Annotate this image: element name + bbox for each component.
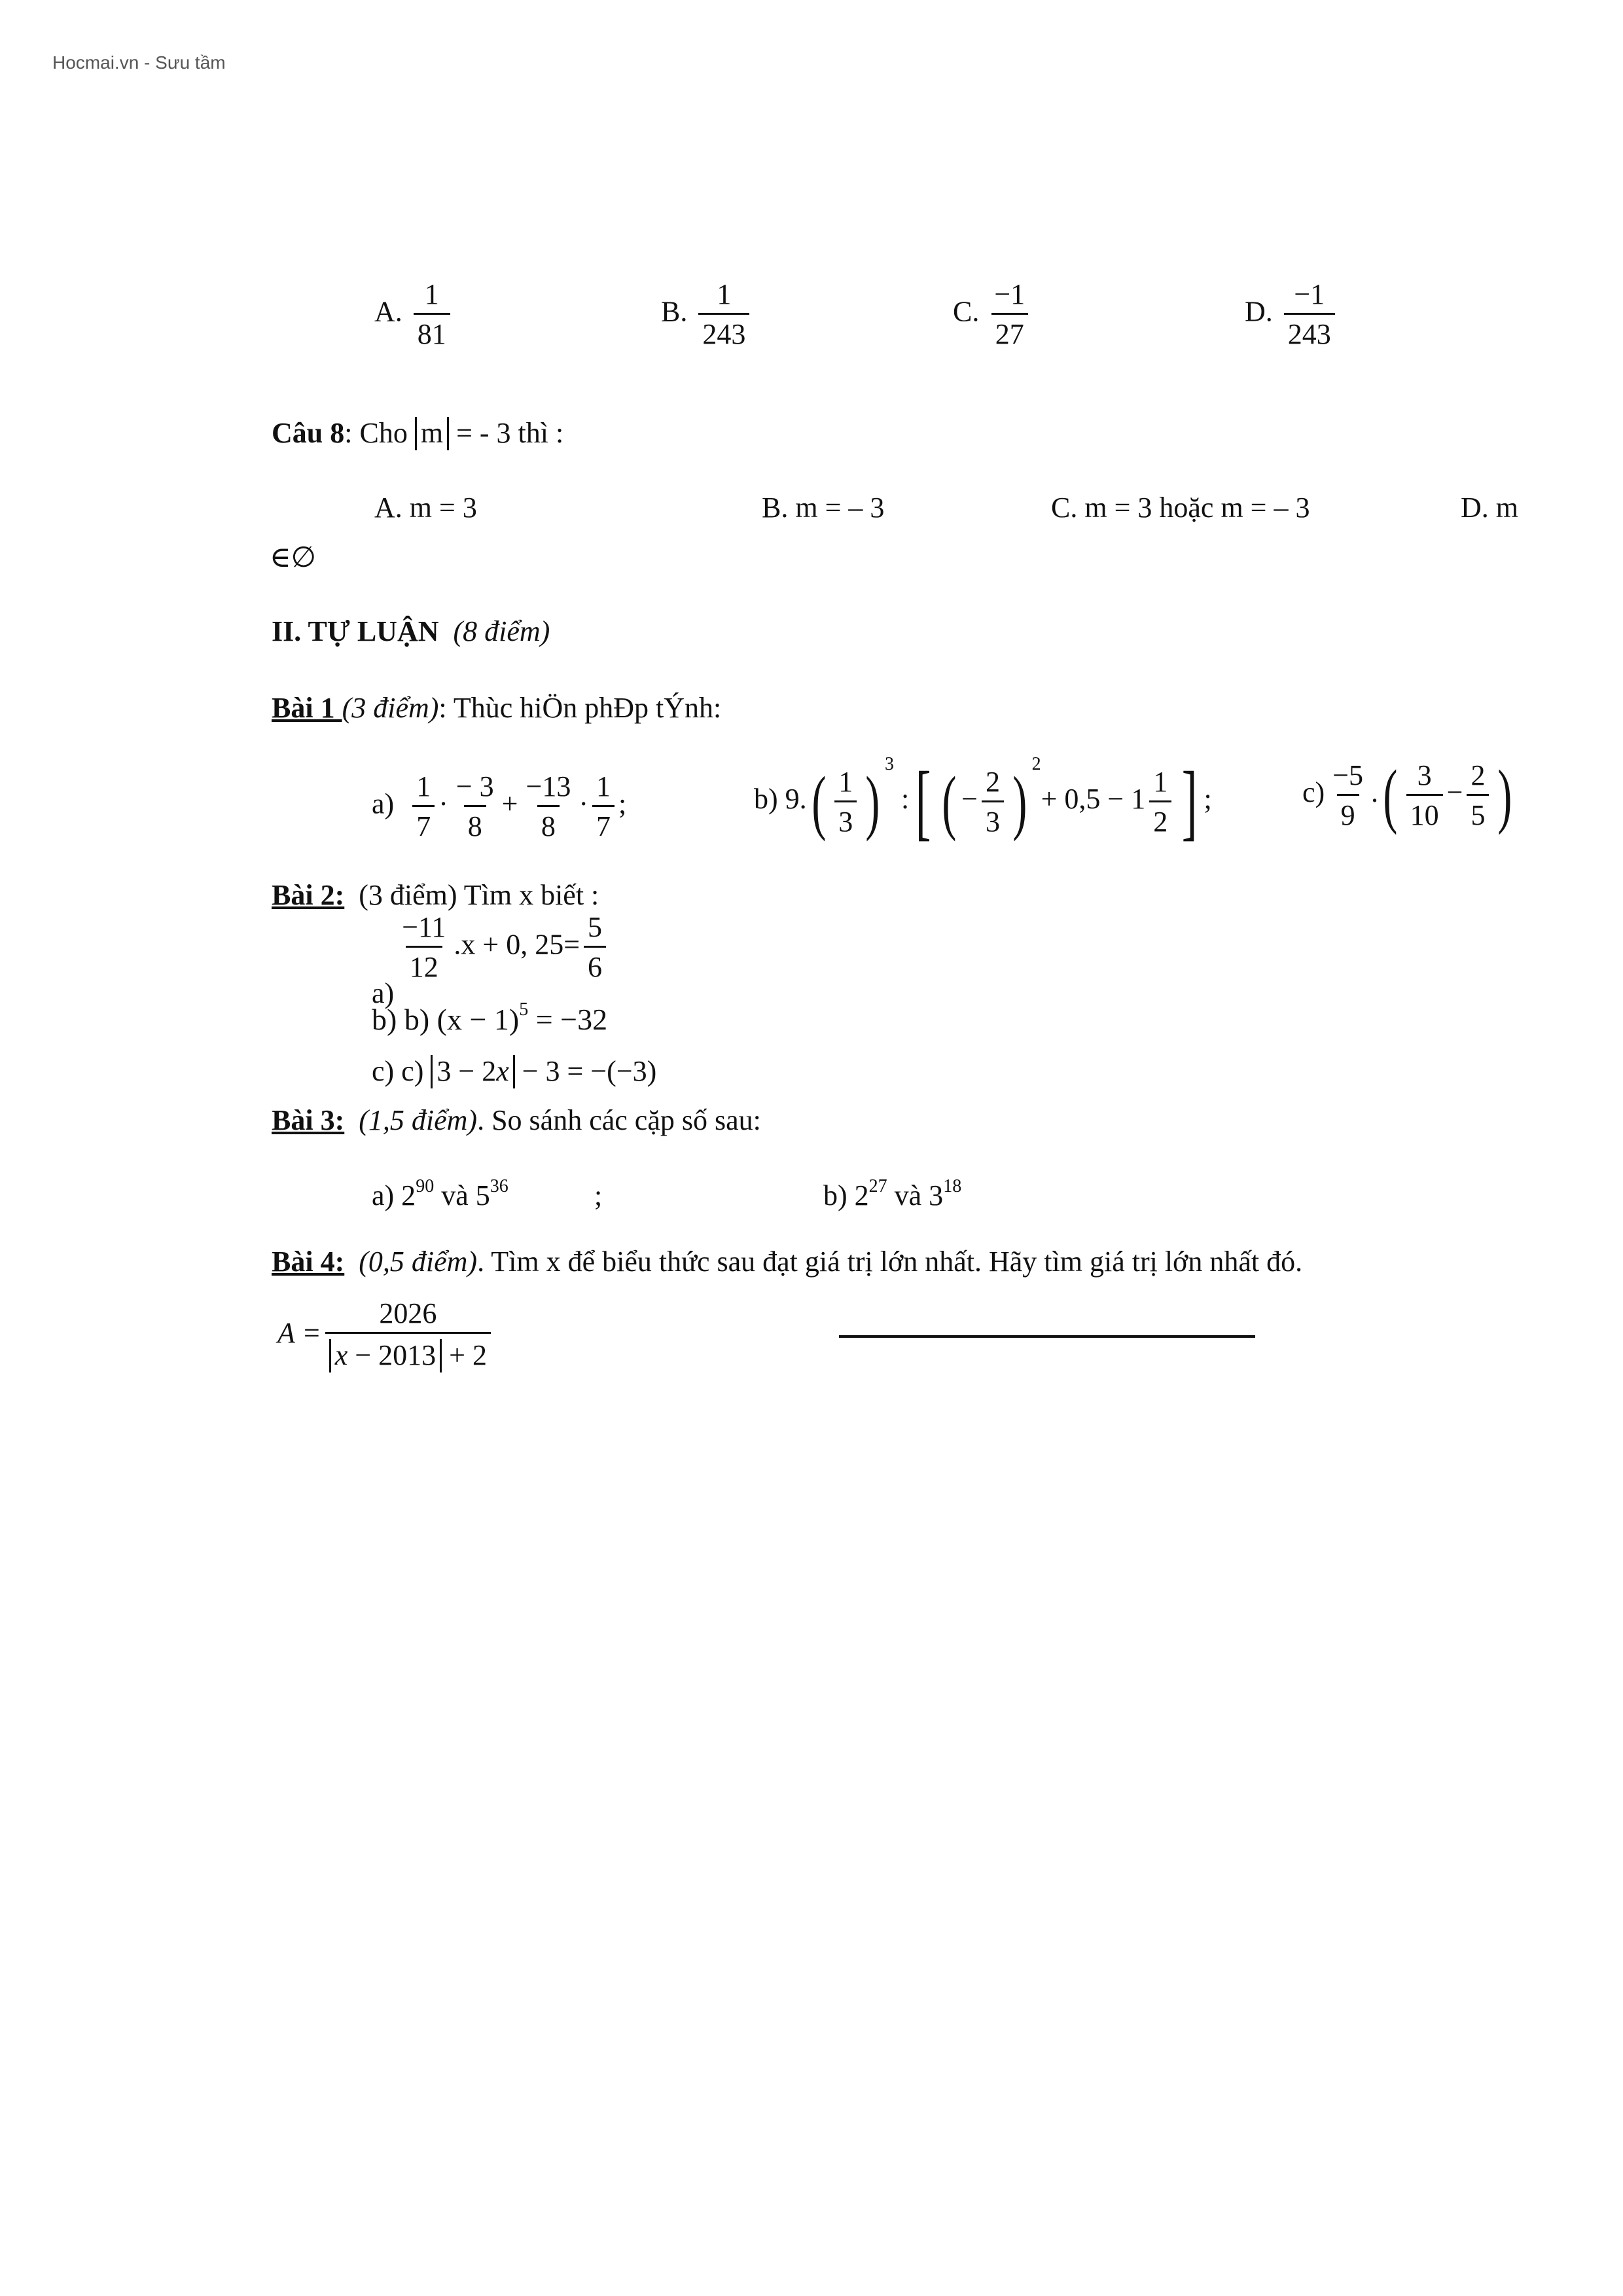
right-paren: ) [865,762,880,842]
option-label: D. [1245,295,1273,328]
bai1-part-c: c) $\frac{-5}{9}$ .( $\frac{3}{10}$ − $\frac{2}{5}$ ) [1302,755,1512,835]
bai3-heading: Bài 3: (1,5 điểm). So sánh các cặp số sau: [272,1104,761,1136]
abs-value: m [415,417,449,450]
left-bracket: [ [915,755,931,849]
left-paren: ( [811,762,826,842]
watermark: Hocmai.vn - Sưu tầm [52,52,226,73]
q8-option-c: C. m = 3 hoặc m = – 3 [1051,492,1310,524]
left-paren: ( [942,762,957,842]
fraction: $\frac{3}{10}$ [1406,761,1443,830]
bai1-part-b: b) 9.( $\frac{1}{3}$ ) $^3$ :[ ( − $\frac{2}{3}$ ) $^2$+ 0,5 − 1 $\frac{1}{2}$ ] ; [754,754,1212,849]
q8-option-d: D. m [1461,492,1518,524]
fraction: $\frac{-11}{12}$ [402,911,446,983]
option-label: C. [953,295,980,328]
answer-line [839,1335,1255,1338]
bai1-heading: Bài 1 (3 điểm): Thùc hiÖn phÐp tÝnh: [272,692,722,724]
q8-option-d-continuation: ∈∅ [270,541,316,573]
bai2-heading: Bài 2: (3 điểm) Tìm x biết : [272,879,599,911]
q8-prompt: Câu 8: Cho m = - 3 thì : [272,417,564,449]
fraction: $\frac{-13}{8}$ [526,770,571,842]
q7-option-a [374,280,454,349]
q7-option-c [953,280,1033,349]
bai1-part-a: a) $\frac{1}{7}$ · $\frac{- 3}{8}$ + $\frac{-13}{8}$ · $\frac{1}{7}$ ; [372,770,627,842]
fraction: $\frac{1}{81}$ [414,280,450,349]
bai3-part-a: a) $2^{90}$ và $5^{36}$ [372,1176,508,1211]
bai4-expression: A = $\frac{2026}{x - 2013 + 2}$ [277,1299,495,1372]
right-bracket: ] [1181,755,1198,849]
bai2-part-b: b) b) $(x - 1)^5 = -32$ [372,999,608,1036]
fraction: $\frac{1}{3}$ [834,768,857,836]
q7-option-d [1245,280,1339,349]
fraction: $\frac{1}{2}$ [1149,768,1171,836]
section-heading: II. TỰ LUẬN (8 điểm) [272,615,550,647]
fraction: $\frac{5}{6}$ [584,913,606,982]
fraction: $\frac{- 3}{8}$ [455,770,494,842]
fraction: $\frac{2026}{x - 2013 + 2}$ [325,1299,491,1372]
fraction: $\frac{1}{7}$ [592,772,615,841]
abs-value: x − 2013 [329,1339,442,1372]
q8-option-a: A. m = 3 [374,492,477,524]
fraction: $\frac{-5}{9}$ [1332,759,1364,831]
fraction: $\frac{1}{243}$ [698,280,749,349]
bai4-heading: Bài 4: (0,5 điểm). Tìm x để biểu thức sau đạt giá trị lớn nhất. Hãy tìm giá trị lớn nhất đó. [272,1246,1303,1278]
fraction: $\frac{1}{7}$ [412,772,435,841]
abs-value: 3 − 2x [431,1055,514,1088]
fraction: $\frac{2}{5}$ [1467,761,1489,830]
fraction: $\frac{-1}{27}$ [990,280,1029,349]
q8-title: Câu 8 [272,417,345,449]
right-paren: ) [1497,755,1512,835]
bai2-part-c: c) c) 3 − 2x − 3 = −(−3) [372,1055,657,1087]
q7-option-b [661,280,753,349]
left-paren: ( [1383,755,1398,835]
bai2-part-a: a) $\frac{-11}{12}$ .x + 0, 25= $\frac{5}{6}$ [372,913,610,982]
fraction: $\frac{2}{3}$ [982,768,1004,836]
bai3-part-b: b) $2^{27}$ và $3^{18}$ [823,1176,962,1211]
option-label: A. [374,295,402,328]
fraction: $\frac{-1}{243}$ [1284,280,1335,349]
option-label: B. [661,295,688,328]
bai3-part-a-end: ; [594,1179,603,1211]
right-paren: ) [1012,762,1027,842]
q8-option-b: B. m = – 3 [762,492,885,524]
